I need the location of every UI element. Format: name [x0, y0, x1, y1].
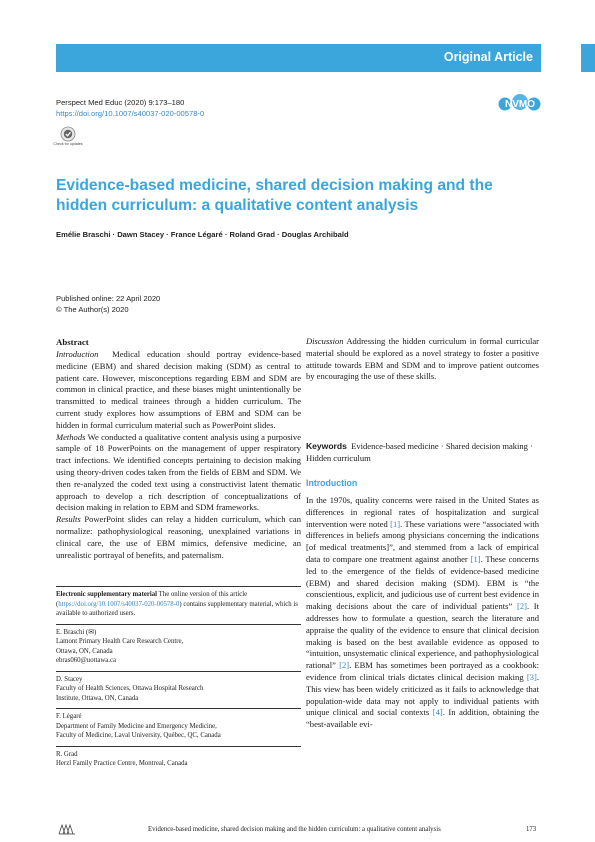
crossmark-icon[interactable] — [56, 126, 80, 150]
intro-text-2: . These variations were “associated with differences in beliefs among physicians concerning the indications [of medical treatments]”, and stemmed from a lack of empirical data to compare one treatment against another — [306, 518, 540, 564]
abstract-discussion — [306, 336, 539, 383]
abstract-left-column — [56, 349, 301, 561]
footnotes — [56, 590, 301, 769]
esm-link[interactable]: https://doi.org/10.1007/s40037-020-00578-0 — [58, 600, 180, 608]
esm-label: Electronic supplementary material — [56, 591, 158, 598]
affiliation-line: Institute, Ottawa, ON, Canada — [56, 694, 139, 702]
affiliation-name: E. Braschi (✉) — [56, 628, 97, 636]
footnote-divider — [56, 586, 301, 587]
publisher-logo-icon — [58, 823, 76, 835]
author-list: Emélie Braschi · Dawn Stacey · France Légaré · Roland Grad · Douglas Archibald — [56, 230, 349, 239]
affiliation-name: D. Stacey — [56, 675, 83, 683]
abstract-results — [56, 514, 301, 561]
introduction-paragraph — [306, 495, 539, 731]
page-number: 173 — [526, 826, 537, 833]
keywords-label: Keywords — [306, 441, 347, 451]
intro-text-3: . These concerns led to the emergence of the fields of evidence-based medicine (EBM) and shared decision making (SDM). EBM is “the conscientious, explicit, and judicious use of current best evidence in making decisions about the care of individual patients” — [306, 553, 540, 612]
abstract-introduction-text: Medical education should portray evidence-based medicine (EBM) and shared decision making (SDM) as central to patient care. However, misconceptions regarding EBM and SDM are common in clinical practice, and these biases might unintentionally be transmitted to medical trainees through a hidden curriculum. The current study explores how assumptions of EBM and SDM can be hidden in formal curriculum material such as PowerPoint slides. — [56, 349, 301, 430]
citation-link[interactable]: [1] — [470, 553, 481, 564]
citation-link[interactable]: [1] — [390, 518, 401, 529]
citation-link[interactable]: [2] — [516, 601, 527, 612]
affiliation-divider — [56, 624, 301, 625]
copyright: © The Author(s) 2020 — [56, 305, 129, 314]
affiliation-divider — [56, 671, 301, 672]
affiliation-grad — [56, 750, 301, 769]
abstract-discussion-label: Discussion — [306, 336, 344, 346]
affiliation-stacey — [56, 675, 301, 704]
citation-link[interactable]: [2] — [339, 660, 350, 671]
citation-link[interactable]: [3] — [526, 671, 537, 682]
journal-reference — [56, 97, 204, 119]
journal-citation: Perspect Med Educ (2020) 9:173–180 — [56, 98, 185, 107]
abstract-introduction-label: Introduction — [56, 349, 99, 359]
doi-link[interactable]: https://doi.org/10.1007/s40037-020-00578-0 — [56, 109, 205, 118]
intro-text-7: . In addition, obtaining the “best-available evi- — [306, 707, 539, 730]
affiliation-line: Department of Family Medicine and Emergency Medicine, — [56, 722, 217, 730]
abstract-right-column — [306, 336, 539, 383]
abstract-methods — [56, 432, 301, 515]
article-type-label: Original Article — [443, 50, 533, 64]
intro-text-1: In the 1970s, quality concerns were raised in the United States as differences in regional rates of hospitalization and surgical intervention were noted — [306, 495, 539, 529]
citation-link[interactable]: [4] — [432, 707, 443, 718]
affiliation-line: Lamont Primary Health Care Research Centre, — [56, 638, 184, 645]
keywords — [306, 441, 539, 465]
abstract-results-text: PowerPoint slides can relay a hidden curriculum, which can normalize: pathophysiological reasoning, unexplained variations in clinical care, the use of EBM mimics, defensive medicine, an unrealistic portrayal of benefits, and paternalism. — [56, 514, 301, 560]
affiliation-divider — [56, 708, 301, 709]
affiliation-legare — [56, 712, 301, 741]
crossmark-label: Check for updates — [53, 142, 83, 146]
running-title: Evidence-based medicine, shared decision making and the hidden curriculum: a qualitative content analysis — [148, 826, 441, 833]
esm-note — [56, 590, 301, 619]
introduction-body — [306, 495, 539, 731]
affiliation-divider — [56, 746, 301, 747]
article-type-banner — [56, 44, 541, 72]
esm-text-pre: The online version of this article ( — [56, 591, 248, 608]
affiliation-line: Faculty of Medicine, Laval University, Québec, QC, Canada — [56, 732, 221, 739]
abstract-discussion-text: Addressing the hidden curriculum in formal curricular material should be explored as a novel strategy to foster a positive attitude towards EBM and SDM and to improve patient outcomes by encouraging the use of these skills. — [306, 336, 539, 382]
affiliation-name: R. Grad — [56, 750, 78, 758]
abstract-methods-text: We conducted a qualitative content analysis using a purposive sample of 18 PowerPoints on the management of upper respiratory tract infections. We identified concepts pertaining to decision making using theory-driven codes taken from the fields of EBM and SDM. We then re-analyzed the coded text using a constructivist latent thematic approach to develop a rich description of conceptualizations of decision making in relation to EBM and SDM frameworks. — [56, 431, 301, 513]
abstract-introduction — [56, 349, 301, 432]
nvmo-logo-icon — [498, 92, 542, 116]
intro-text-6: . This view has been widely criticized as it fails to acknowledge that population-wide data may not apply to individual patients with unique clinical and social contexts — [306, 671, 540, 718]
keywords-text: Evidence-based medicine · Shared decision making · Hidden curriculum — [306, 441, 533, 463]
affiliation-line: Herzl Family Practice Centre, Montreal, Canada — [56, 760, 188, 767]
intro-text-4: . It addresses how to formulate a question, search the literature and appraise the quality of the evidence to ensure that clinical decision making is based on the best available evidence as opposed to “intuition, unsystematic clinical experience, and pathophysiological rational” — [306, 601, 540, 671]
article-title: Evidence-based medicine, shared decision making and the hidden curriculum: a qualitative content analysis — [56, 177, 493, 214]
affiliation-line: Ottawa, ON, Canada — [56, 647, 113, 655]
author-email[interactable]: ebras060@uottawa.ca — [56, 657, 117, 664]
intro-text-5: . EBM has sometimes been portrayed as a cookbook: evidence from clinical trials dictates clinical decision making — [306, 660, 539, 682]
abstract-methods-label: Methods — [56, 431, 86, 442]
abstract-heading: Abstract — [56, 337, 89, 347]
affiliation-name: F. Légaré — [56, 713, 82, 720]
publication-info — [56, 293, 160, 315]
affiliation-line: Faculty of Health Sciences, Ottawa Hospital Research — [56, 685, 204, 692]
side-tab — [581, 44, 595, 72]
abstract-results-label: Results — [56, 514, 81, 525]
esm-text-post: ) contains supplementary material, which is available to authorized users. — [56, 600, 298, 617]
published-date: Published online: 22 April 2020 — [56, 294, 161, 303]
nvmo-logo-text: NVMO — [505, 99, 535, 110]
introduction-heading: Introduction — [306, 478, 358, 488]
affiliation-braschi — [56, 628, 301, 666]
